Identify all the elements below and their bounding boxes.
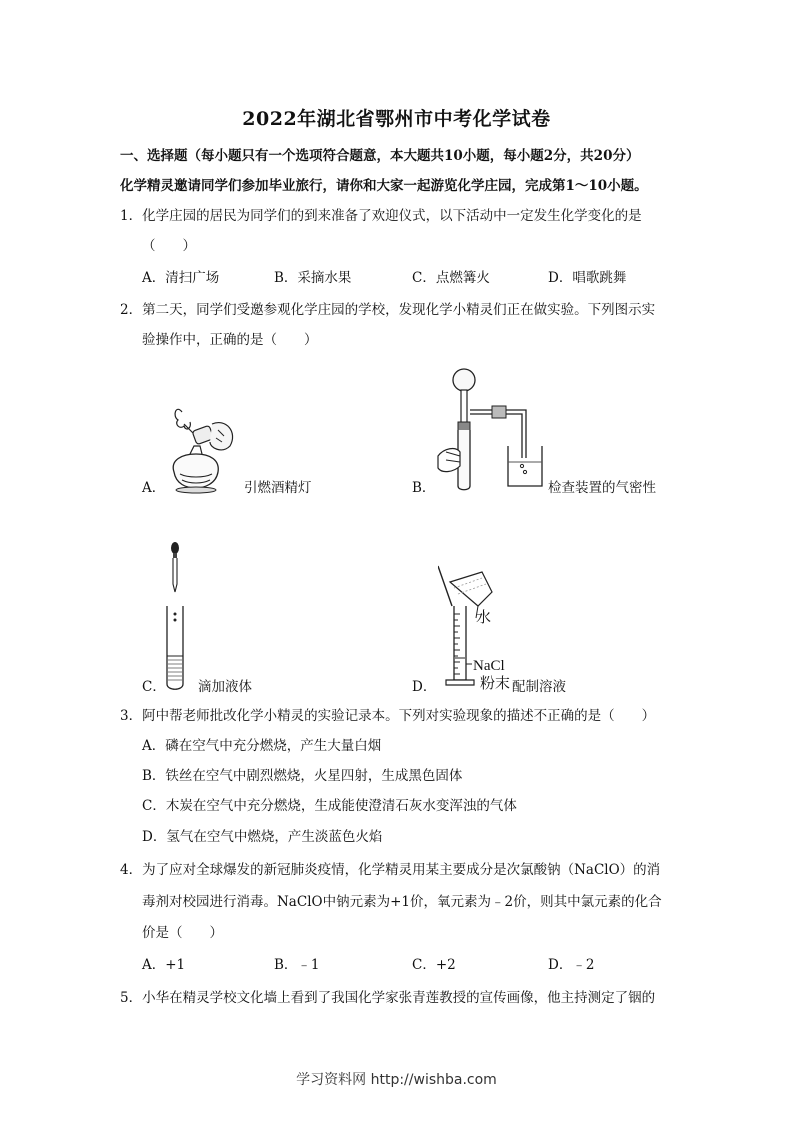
q1-stem-line1: 1．化学庄园的居民为同学们的到来准备了欢迎仪式，以下活动中一定发生化学变化的是 bbox=[120, 208, 642, 224]
q4-stem-line3: 价是（ ） bbox=[142, 925, 223, 941]
q4-option-c: C．+2 bbox=[412, 957, 456, 973]
alcohol-lamp-figure bbox=[160, 402, 242, 494]
q2-option-d-letter: D． bbox=[412, 679, 437, 695]
airtightness-figure bbox=[434, 366, 546, 492]
q1-stem-line2: （ ） bbox=[142, 238, 196, 254]
q3-option-c: C．木炭在空气中充分燃烧，生成能使澄清石灰水变浑浊的气体 bbox=[142, 798, 517, 814]
q1-option-c: C．点燃篝火 bbox=[412, 270, 490, 286]
q2-option-d-caption: 配制溶液 bbox=[512, 679, 566, 695]
page-footer: 学习资料网 http://wishba.com bbox=[296, 1072, 497, 1088]
q4-option-b: B．﹣1 bbox=[274, 957, 320, 973]
q2-option-a-caption: 引燃酒精灯 bbox=[244, 480, 312, 496]
q4-stem-line1: 4．为了应对全球爆发的新冠肺炎疫情，化学精灵用某主要成分是次氯酸钠（NaClO）的消 bbox=[120, 862, 661, 878]
q2-option-c-letter: C． bbox=[142, 679, 166, 695]
q2-stem-line2: 验操作中，正确的是（ ） bbox=[142, 332, 318, 348]
q2-option-b-letter: B． bbox=[412, 480, 436, 496]
q4-stem-line2: 毒剂对校园进行消毒。NaClO中钠元素为+1价，氧元素为﹣2价，则其中氯元素的化合 bbox=[142, 894, 662, 910]
page-title: 2022年湖北省鄂州市中考化学试卷 bbox=[242, 108, 551, 130]
q2-option-c-caption: 滴加液体 bbox=[198, 679, 252, 695]
q3-option-d: D．氢气在空气中燃烧，产生淡蓝色火焰 bbox=[142, 829, 383, 845]
figure-label-nacl: NaCl bbox=[473, 658, 505, 674]
q3-option-a: A．磷在空气中充分燃烧，产生大量白烟 bbox=[142, 738, 382, 754]
q4-option-d: D．﹣2 bbox=[548, 957, 595, 973]
q2-option-b-caption: 检查装置的气密性 bbox=[548, 480, 656, 496]
dropper-figure bbox=[162, 540, 188, 692]
figure-label-water: 水 bbox=[476, 610, 492, 626]
q2-option-a-letter: A． bbox=[142, 480, 166, 496]
q3-option-b: B．铁丝在空气中剧烈燃烧，火星四射，生成黑色固体 bbox=[142, 768, 463, 784]
q5-stem-line1: 5．小华在精灵学校文化墙上看到了我国化学家张青莲教授的宣传画像，他主持测定了铟的 bbox=[120, 990, 656, 1006]
section-intro: 化学精灵邀请同学们参加毕业旅行，请你和大家一起游览化学庄园，完成第1～10小题。 bbox=[120, 178, 648, 194]
q1-option-a: A．清扫广场 bbox=[142, 270, 220, 286]
q1-option-d: D．唱歌跳舞 bbox=[548, 270, 627, 286]
q2-stem-line1: 2．第二天，同学们受邀参观化学庄园的学校，发现化学小精灵们正在做实验。下列图示实 bbox=[120, 302, 656, 318]
q4-option-a: A．+1 bbox=[142, 957, 186, 973]
figure-label-powder: 粉末 bbox=[480, 676, 511, 692]
q3-stem: 3．阿中帮老师批改化学小精灵的实验记录本。下列对实验现象的描述不正确的是（ ） bbox=[120, 708, 656, 724]
section-heading: 一、选择题（每小题只有一个选项符合题意，本大题共10小题，每小题2分，共20分） bbox=[120, 148, 640, 164]
q1-option-b: B．采摘水果 bbox=[274, 270, 352, 286]
